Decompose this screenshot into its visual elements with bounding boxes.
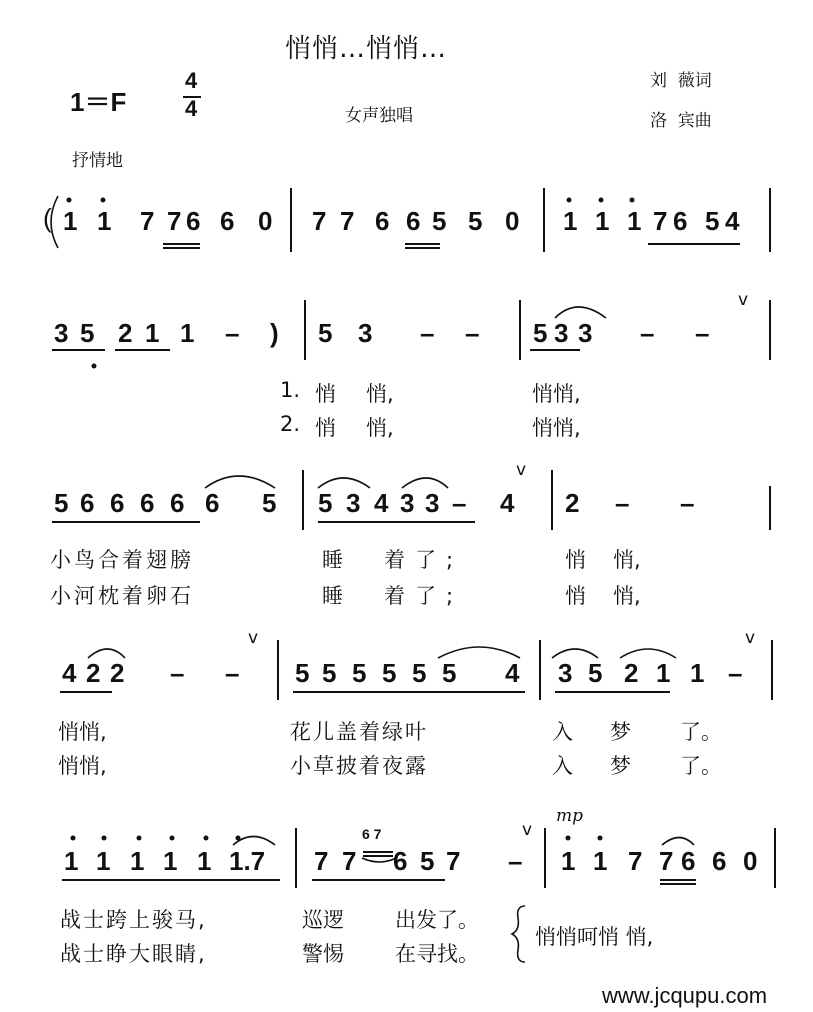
lyric: 入 xyxy=(552,754,573,778)
lyric: 战士跨上骏马, xyxy=(60,908,207,932)
note-r3-11: 3 xyxy=(400,488,415,518)
grace-notes: 6 7 xyxy=(362,826,382,842)
lyric: 悄悄, xyxy=(532,382,581,406)
lyric: 着了; xyxy=(384,584,464,608)
lyric: 悄, xyxy=(613,548,641,572)
note-r1-10: 6 xyxy=(375,206,390,236)
note-r5-1: 1 xyxy=(64,846,79,876)
tempo-marking: 抒情地 xyxy=(72,151,123,171)
lyric: 着了; xyxy=(384,548,464,572)
key-signature: 1＝F xyxy=(70,87,127,117)
breath-mark: v xyxy=(516,460,527,480)
note-r1-17: 1 xyxy=(627,206,642,236)
octave-dot xyxy=(92,364,97,369)
note-r2-5: 1 xyxy=(180,318,195,348)
time-signature-bottom: 4 xyxy=(185,96,198,121)
slur xyxy=(555,307,606,318)
lyric: 悄, xyxy=(366,382,394,406)
note-r5-6: 1.7 xyxy=(229,846,266,876)
note-r5-5: 1 xyxy=(197,846,212,876)
lyric-verse-number: 2. xyxy=(280,412,301,436)
octave-dot xyxy=(71,836,76,841)
note-r5-18: 6 xyxy=(712,846,727,876)
lyric-brace xyxy=(512,906,525,962)
lyric-verse-number: 1. xyxy=(280,378,301,402)
lyric: 小鸟合着翅膀 xyxy=(50,548,194,572)
note-r3-3: 6 xyxy=(110,488,125,518)
dash-r4-5: – xyxy=(225,658,240,688)
dash-r4-4: – xyxy=(170,658,185,688)
note-r4-7: 5 xyxy=(322,658,337,688)
note-r5-3: 1 xyxy=(130,846,145,876)
note-r5-11: 7 xyxy=(446,846,461,876)
lyric: 悄悄, xyxy=(58,720,107,744)
note-r5-17: 6 xyxy=(681,846,696,876)
breath-mark: v xyxy=(745,628,756,648)
note-r4-12: 4 xyxy=(505,658,520,688)
dynamic-mp: mp xyxy=(556,806,584,826)
breath-mark: v xyxy=(522,820,533,840)
slur xyxy=(552,649,598,658)
note-r2-12: 5 xyxy=(533,318,548,348)
lyric: 悄 xyxy=(315,382,336,406)
dash-r2-16: – xyxy=(695,318,710,348)
dash-r3-16: – xyxy=(615,488,630,518)
octave-dot xyxy=(630,198,635,203)
note-r5-10: 5 xyxy=(420,846,435,876)
lyric: 出发了。 xyxy=(395,908,479,932)
note-r4-9: 5 xyxy=(382,658,397,688)
note-r2-1: 3 xyxy=(54,318,69,348)
note-r5-19: 0 xyxy=(743,846,758,876)
octave-dot xyxy=(598,836,603,841)
note-r1-9: 7 xyxy=(340,206,355,236)
note-r4-3: 2 xyxy=(110,658,125,688)
note-r5-4: 1 xyxy=(163,846,178,876)
paren-r2-7: ) xyxy=(270,318,279,348)
lyricist: 刘 薇词 xyxy=(650,71,712,91)
note-r1-19: 6 xyxy=(673,206,688,236)
lyric: 了。 xyxy=(680,720,722,744)
slur xyxy=(205,476,275,488)
note-r4-10: 5 xyxy=(412,658,427,688)
lyric: 小草披着夜露 xyxy=(290,754,428,778)
note-r4-16: 1 xyxy=(656,658,671,688)
note-r5-14: 1 xyxy=(593,846,608,876)
note-r1-7: 0 xyxy=(258,206,273,236)
lyric: 悄 xyxy=(565,584,586,608)
lyric: 悄悄, xyxy=(532,416,581,440)
octave-dot xyxy=(102,836,107,841)
dash-r5-12: – xyxy=(508,846,523,876)
lyric: 战士睁大眼睛, xyxy=(60,942,207,966)
note-r2-4: 1 xyxy=(145,318,160,348)
note-r5-15: 7 xyxy=(628,846,643,876)
paren-glyph: ( xyxy=(43,203,52,233)
note-r5-8: 7 xyxy=(342,846,357,876)
note-r1-3: 7 xyxy=(140,206,155,236)
lyric: 花儿盖着绿叶 xyxy=(290,720,428,744)
lyric: 悄, xyxy=(613,584,641,608)
note-r4-15: 2 xyxy=(624,658,639,688)
composer: 洛 宾曲 xyxy=(650,111,712,131)
note-r5-2: 1 xyxy=(96,846,111,876)
note-r2-8: 5 xyxy=(318,318,333,348)
octave-dot xyxy=(567,198,572,203)
note-r4-17: 1 xyxy=(690,658,705,688)
lyric: 梦 xyxy=(610,720,631,744)
note-r3-12: 3 xyxy=(425,488,440,518)
dash-r4-18: – xyxy=(728,658,743,688)
slur xyxy=(88,649,125,658)
refrain-lyric: 悄悄呵悄 悄, xyxy=(535,925,654,949)
lyric: 了。 xyxy=(680,754,722,778)
note-r1-1: 1 xyxy=(63,206,78,236)
lyric: 梦 xyxy=(610,754,631,778)
note-r3-6: 6 xyxy=(205,488,220,518)
note-r1-20: 5 xyxy=(705,206,720,236)
lyric: 小河枕着卵石 xyxy=(50,584,194,608)
subtitle: 女声独唱 xyxy=(345,106,413,126)
octave-dot xyxy=(566,836,571,841)
dash-r2-10: – xyxy=(420,318,435,348)
note-r1-6: 6 xyxy=(220,206,235,236)
note-r3-7: 5 xyxy=(262,488,277,518)
lyric: 悄 xyxy=(315,416,336,440)
lyric: 悄, xyxy=(366,416,394,440)
song-title: 悄悄…悄悄… xyxy=(285,34,448,64)
note-r2-14: 3 xyxy=(578,318,593,348)
opening-paren xyxy=(51,196,58,248)
lyric: 悄悄, xyxy=(58,754,107,778)
breath-mark: v xyxy=(738,290,749,310)
lyric: 悄 xyxy=(565,548,586,572)
octave-dot xyxy=(204,836,209,841)
dash-r2-11: – xyxy=(465,318,480,348)
note-r3-15: 2 xyxy=(565,488,580,518)
note-r4-11: 5 xyxy=(442,658,457,688)
slur xyxy=(662,838,694,846)
note-r5-13: 1 xyxy=(561,846,576,876)
note-r3-10: 4 xyxy=(374,488,389,518)
note-r1-12: 5 xyxy=(432,206,447,236)
octave-dot xyxy=(137,836,142,841)
note-r1-15: 1 xyxy=(563,206,578,236)
slur xyxy=(402,478,448,488)
note-r5-16: 7 xyxy=(659,846,674,876)
note-r1-16: 1 xyxy=(595,206,610,236)
note-r3-14: 4 xyxy=(500,488,515,518)
note-r3-1: 5 xyxy=(54,488,69,518)
dash-r2-6: – xyxy=(225,318,240,348)
note-r3-4: 6 xyxy=(140,488,155,518)
note-r4-13: 3 xyxy=(558,658,573,688)
note-r1-21: 4 xyxy=(725,206,740,236)
note-r4-6: 5 xyxy=(295,658,310,688)
note-r3-8: 5 xyxy=(318,488,333,518)
note-r1-13: 5 xyxy=(468,206,483,236)
dash-r3-17: – xyxy=(680,488,695,518)
breath-mark: v xyxy=(248,628,259,648)
note-r4-1: 4 xyxy=(62,658,77,688)
dash-r2-15: – xyxy=(640,318,655,348)
lyric: 入 xyxy=(552,720,573,744)
slur xyxy=(438,647,520,658)
time-signature-top: 4 xyxy=(185,68,198,93)
slur xyxy=(318,478,370,488)
lyric: 警惕 xyxy=(302,942,344,966)
dash-r3-13: – xyxy=(452,488,467,518)
note-r2-13: 3 xyxy=(554,318,569,348)
slur xyxy=(362,858,396,862)
note-r4-14: 5 xyxy=(588,658,603,688)
note-r1-8: 7 xyxy=(312,206,327,236)
note-r1-5: 6 xyxy=(186,206,201,236)
note-r2-2: 5 xyxy=(80,318,95,348)
lyric: 睡 xyxy=(322,548,343,572)
note-r5-7: 7 xyxy=(314,846,329,876)
lyric: 巡逻 xyxy=(302,908,344,932)
watermark: www.jcqupu.com xyxy=(602,983,768,1008)
octave-dot xyxy=(67,198,72,203)
lyric: 睡 xyxy=(322,584,343,608)
octave-dot xyxy=(599,198,604,203)
note-r1-18: 7 xyxy=(653,206,668,236)
note-r3-2: 6 xyxy=(80,488,95,518)
note-r3-5: 6 xyxy=(170,488,185,518)
note-r3-9: 3 xyxy=(346,488,361,518)
octave-dot xyxy=(170,836,175,841)
note-r2-3: 2 xyxy=(118,318,133,348)
note-r2-9: 3 xyxy=(358,318,373,348)
note-r4-8: 5 xyxy=(352,658,367,688)
slur xyxy=(620,649,676,658)
lyric: 在寻找。 xyxy=(395,942,479,966)
note-r1-14: 0 xyxy=(505,206,520,236)
note-r4-2: 2 xyxy=(86,658,101,688)
note-r1-2: 1 xyxy=(97,206,112,236)
note-r5-9: 6 xyxy=(393,846,408,876)
note-r1-4: 7 xyxy=(167,206,182,236)
octave-dot xyxy=(101,198,106,203)
note-r1-11: 6 xyxy=(406,206,421,236)
